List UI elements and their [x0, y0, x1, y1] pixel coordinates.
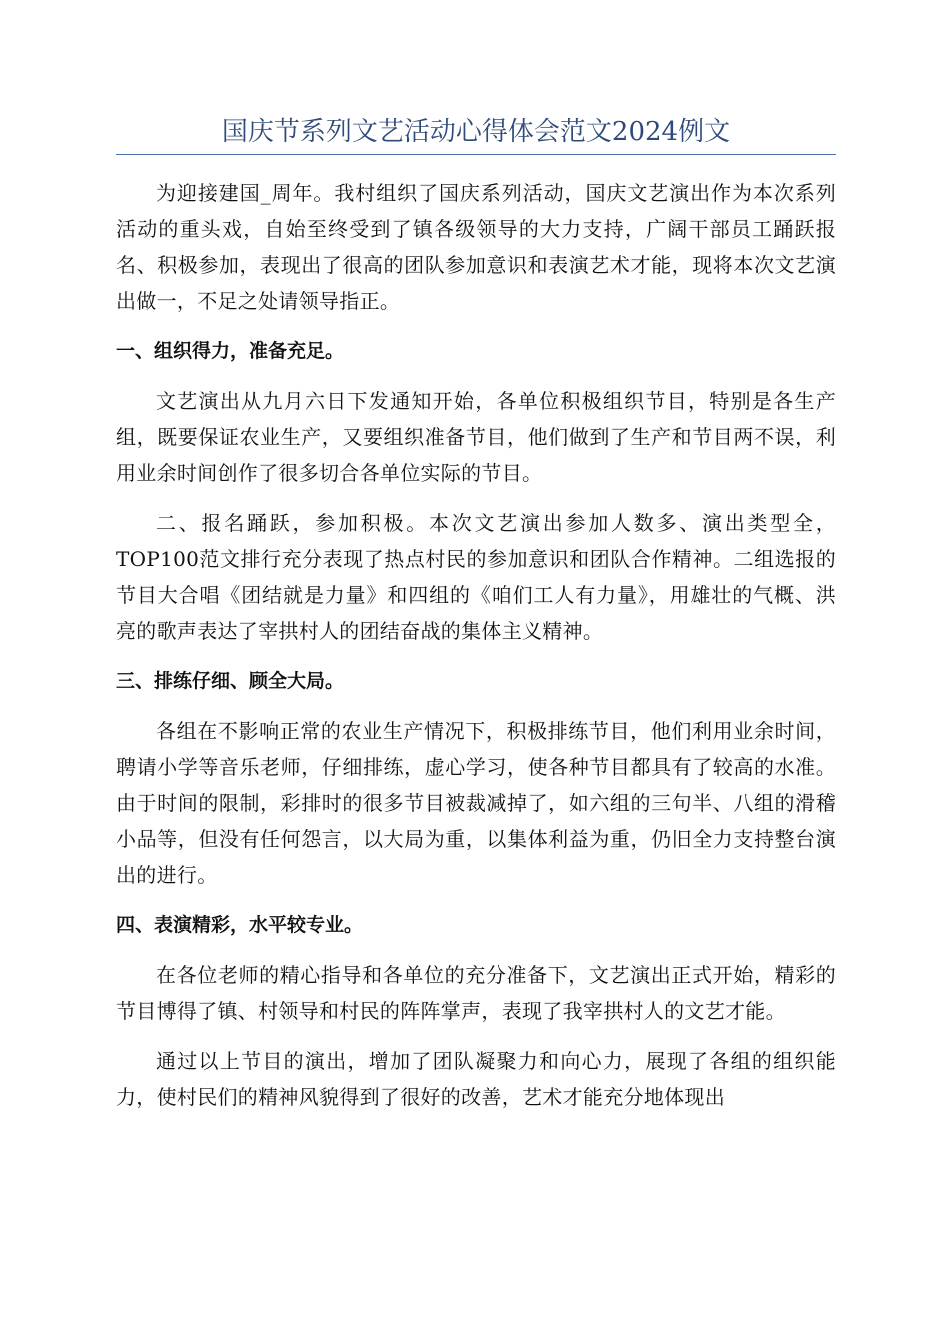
- title-underline: [116, 154, 836, 155]
- paragraph-section-1: 文艺演出从九月六日下发通知开始，各单位积极组织节目，特别是各生产组，既要保证农业生产，又要组织准备节目，他们做到了生产和节目两不误，利用业余时间创作了很多切合各单位实际的节目。: [116, 389, 836, 485]
- section-heading-3: 三、排练仔细、顾全大局。: [116, 670, 345, 692]
- document-page: [116, 112, 836, 1129]
- section-heading-4: 四、表演精彩，水平较专业。: [116, 914, 364, 936]
- paragraph-conclusion: 通过以上节目的演出，增加了团队凝聚力和向心力，展现了各组的组织能力，使村民们的精神风貌得到了很好的改善，艺术才能充分地体现出: [116, 1049, 836, 1109]
- paragraph-intro: 为迎接建国_周年。我村组织了国庆系列活动，国庆文艺演出作为本次系列活动的重头戏，自始至终受到了镇各级领导的大力支持，广阔干部员工踊跃报名、积极参加，表现出了很高的团队参加意识和表演艺术才能，现将本次文艺演出做一，不足之处请领导指正。: [116, 181, 836, 313]
- section-heading-1: 一、组织得力，准备充足。: [116, 340, 345, 362]
- paragraph-section-2: 二、报名踊跃，参加积极。本次文艺演出参加人数多、演出类型全，TOP100范文排行充分表现了热点村民的参加意识和团队合作精神。二组选报的节目大合唱《团结就是力量》和四组的《咱们工人有力量》，用雄壮的气概、洪亮的歌声表达了宰拱村人的团结奋战的集体主义精神。: [116, 511, 836, 643]
- document-title: 国庆节系列文艺活动心得体会范文2024例文: [221, 117, 731, 147]
- paragraph-section-4: 在各位老师的精心指导和各单位的充分准备下，文艺演出正式开始，精彩的节目博得了镇、村领导和村民的阵阵掌声，表现了我宰拱村人的文艺才能。: [116, 963, 836, 1023]
- paragraph-section-3: 各组在不影响正常的农业生产情况下，积极排练节目，他们利用业余时间，聘请小学等音乐老师，仔细排练，虚心学习，使各种节目都具有了较高的水准。由于时间的限制，彩排时的很多节目被裁减掉了，如六组的三句半、八组的滑稽小品等，但没有任何怨言，以大局为重，以集体利益为重，仍旧全力支持整台演出的进行。: [116, 719, 836, 887]
